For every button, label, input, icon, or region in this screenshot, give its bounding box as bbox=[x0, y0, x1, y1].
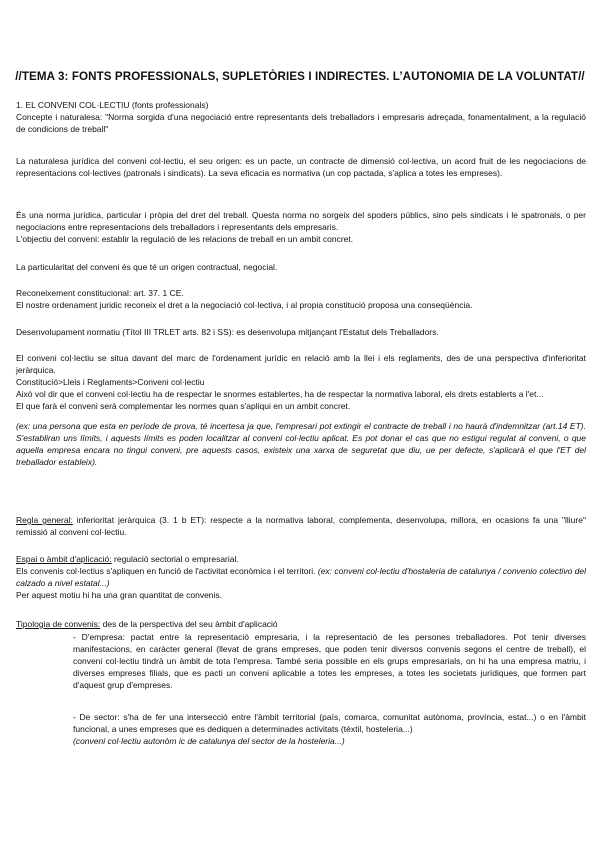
list-item-sector bbox=[73, 711, 586, 747]
section-heading: 1. EL CONVENI COL·LECTIU (fonts professionals) bbox=[16, 100, 209, 110]
sector-text: - De sector: s'ha de fer una intersecció entre l'àmbit territorial (país, comarca, comunitat autònoma, província, estat...) o en l'àmbit funcional, a unes empreses que es dediquen a determinades activitats (tèxtil, hosteleria...) bbox=[73, 712, 586, 734]
paragraph-reconeixement bbox=[16, 287, 586, 311]
regla-text: inferioritat jeràrquica (3. 1 b ET): respecte a la normativa laboral, complementa, desenvolupa, millora, en ocasions fa una "lliure" remissió al conveni col·lectiu. bbox=[16, 515, 586, 537]
sector-example: (conveni col·lectiu autonòm ic de catalunya del sector de la hosteleria...) bbox=[73, 736, 345, 746]
espai-line3: Per aquest motiu hi ha una gran quantitat de convenis. bbox=[16, 590, 223, 600]
list-item-empresa bbox=[73, 631, 586, 691]
paragraph-aixo: Això vol dir que el conveni col·lectiu ha de respectar le snormes establertes, ha de respectar la normativa laboral, els drets establerts a l'et... bbox=[16, 389, 544, 399]
paragraph-text: El conveni col·lectiu se situa davant del marc de l'ordenament jurídic en relació amb la llei i els reglaments, des de una perspectiva d'inferioritat jeràrquica. bbox=[16, 353, 586, 375]
empresa-text: - D'empresa: pactat entre la representació empresaria, i la representació de les persones treballadores. Pot tenir diverses manifestacions, en caràcter general (llevat de grans empreses, que poden tenir diversos convenis segons el centre de treball), el conveni col·lectiu tindrà un àmbit de tota l'empresa. També seria possible en els grups empresarials, on hi ha una empresa matriu, i diverses empreses filials, que es pacti un conveni aplicable a totes les empreses, a totes les societats jurídiques, que formen part d'aquest grup d'empreses. bbox=[73, 632, 586, 690]
espai-text: regulació sectorial o empresarial. bbox=[111, 554, 239, 564]
section-1 bbox=[16, 99, 586, 135]
espai-line bbox=[16, 553, 586, 565]
page-title: //TEMA 3: FONTS PROFESSIONALS, SUPLETÒRIES I INDIRECTES. L’AUTONOMIA DE LA VOLUNTAT// bbox=[15, 70, 585, 83]
tipologia-line bbox=[16, 618, 586, 630]
paragraph-example bbox=[16, 420, 586, 468]
espai-detail bbox=[16, 565, 586, 589]
example-text: (ex: una persona que esta en període de prova, té incertesa ja que, l'empresari pot extingir el contracte de treball i no haurà d'indemnitzar (art.14 ET). S'establiran uns límits, i aquests límits es poden localitzar al conveni col·lectiu aplicat. Es pot donar el cas que no estigui regulat al conveni, o que aquella empresa encara no tingui conveni, pre aquests casos, existeix una xarxa de seguretat que diu, ue per defecte, s'aplicarà el que l'ET del treballador estableix). bbox=[16, 421, 586, 467]
regla-label: Regla general: bbox=[16, 515, 73, 525]
paragraph-desenvolupament bbox=[16, 326, 586, 338]
regla-paragraph bbox=[16, 514, 586, 538]
paragraph-text: La particularitat del conveni és que té un origen contractual, negocial. bbox=[16, 262, 278, 272]
hierarchy-line: Constitució>Lleis i Reglaments>Conveni col·lectiu bbox=[16, 377, 205, 387]
paragraph-situa bbox=[16, 352, 586, 412]
espai-example: (ex: conveni col·lectiu d'hostaleria de catalunya / convenio colectivo del calzado a nivel estatal...) bbox=[16, 566, 587, 588]
reconeixement-text: El nostre ordenament juridic reconeix el dret a la negociació col·lectiva, i al propia constitució proposa una conseqüència. bbox=[16, 300, 473, 310]
paragraph-objectiu: L'objectiu del conveni: establir la regulació de les relacions de treball en un ambit concret. bbox=[16, 234, 354, 244]
paragraph-espai bbox=[16, 553, 586, 601]
espai-line2: Els convenis col·lectius s'apliquen en funció de l'activitat econòmica i el territori. bbox=[16, 566, 318, 576]
espai-label: Espai o àmbit d'aplicació: bbox=[16, 554, 112, 564]
concept-paragraph: Concepte i naturalesa: "Norma sorgida d'una negociació entre representants dels treballadors i empresaris adreçada, fonamentalment, a la regulació de condicions de treball" bbox=[16, 112, 586, 134]
paragraph-text: Desenvolupament normatiu (Títol III TRLET arts. 82 i SS): es desenvolupa mitjançant l'Estatut dels Treballadors. bbox=[16, 327, 439, 337]
tipologia-label: Tipologia de convenis: bbox=[16, 619, 101, 629]
paragraph-regla bbox=[16, 514, 586, 538]
paragraph-naturalesa bbox=[16, 155, 586, 179]
paragraph-norma bbox=[16, 209, 586, 245]
paragraph-text: És una norma jurídica, particular i pròpia del dret del treball. Questa norma no sorgeix del spoders públics, sino pels sindicats i le spatronals, o per negociacions entre representacions dels treballadors i representants dels empresaris. bbox=[16, 210, 586, 232]
reconeixement-line: Reconeixement constitucional: art. 37. 1 CE. bbox=[16, 288, 184, 298]
paragraph-tipologia bbox=[16, 618, 586, 630]
paragraph-text: La naturalesa jurídica del conveni col·lectiu, el seu origen: es un pacte, un contracte de dimensió col·lectiva, un acord fruit de les negociacions de representacions col·lectives (patronals i sindicats). La seva eficacia es normativa (un cop pactada, s'aplica a totes les empreses). bbox=[16, 156, 586, 178]
paragraph-particularitat bbox=[16, 261, 586, 273]
tipologia-text: des de la perspectiva del seu àmbit d'aplicació bbox=[100, 619, 278, 629]
paragraph-complementar: El que farà el conveni serà complementar les normes quan s'apliqui en un ambit concret. bbox=[16, 401, 351, 411]
